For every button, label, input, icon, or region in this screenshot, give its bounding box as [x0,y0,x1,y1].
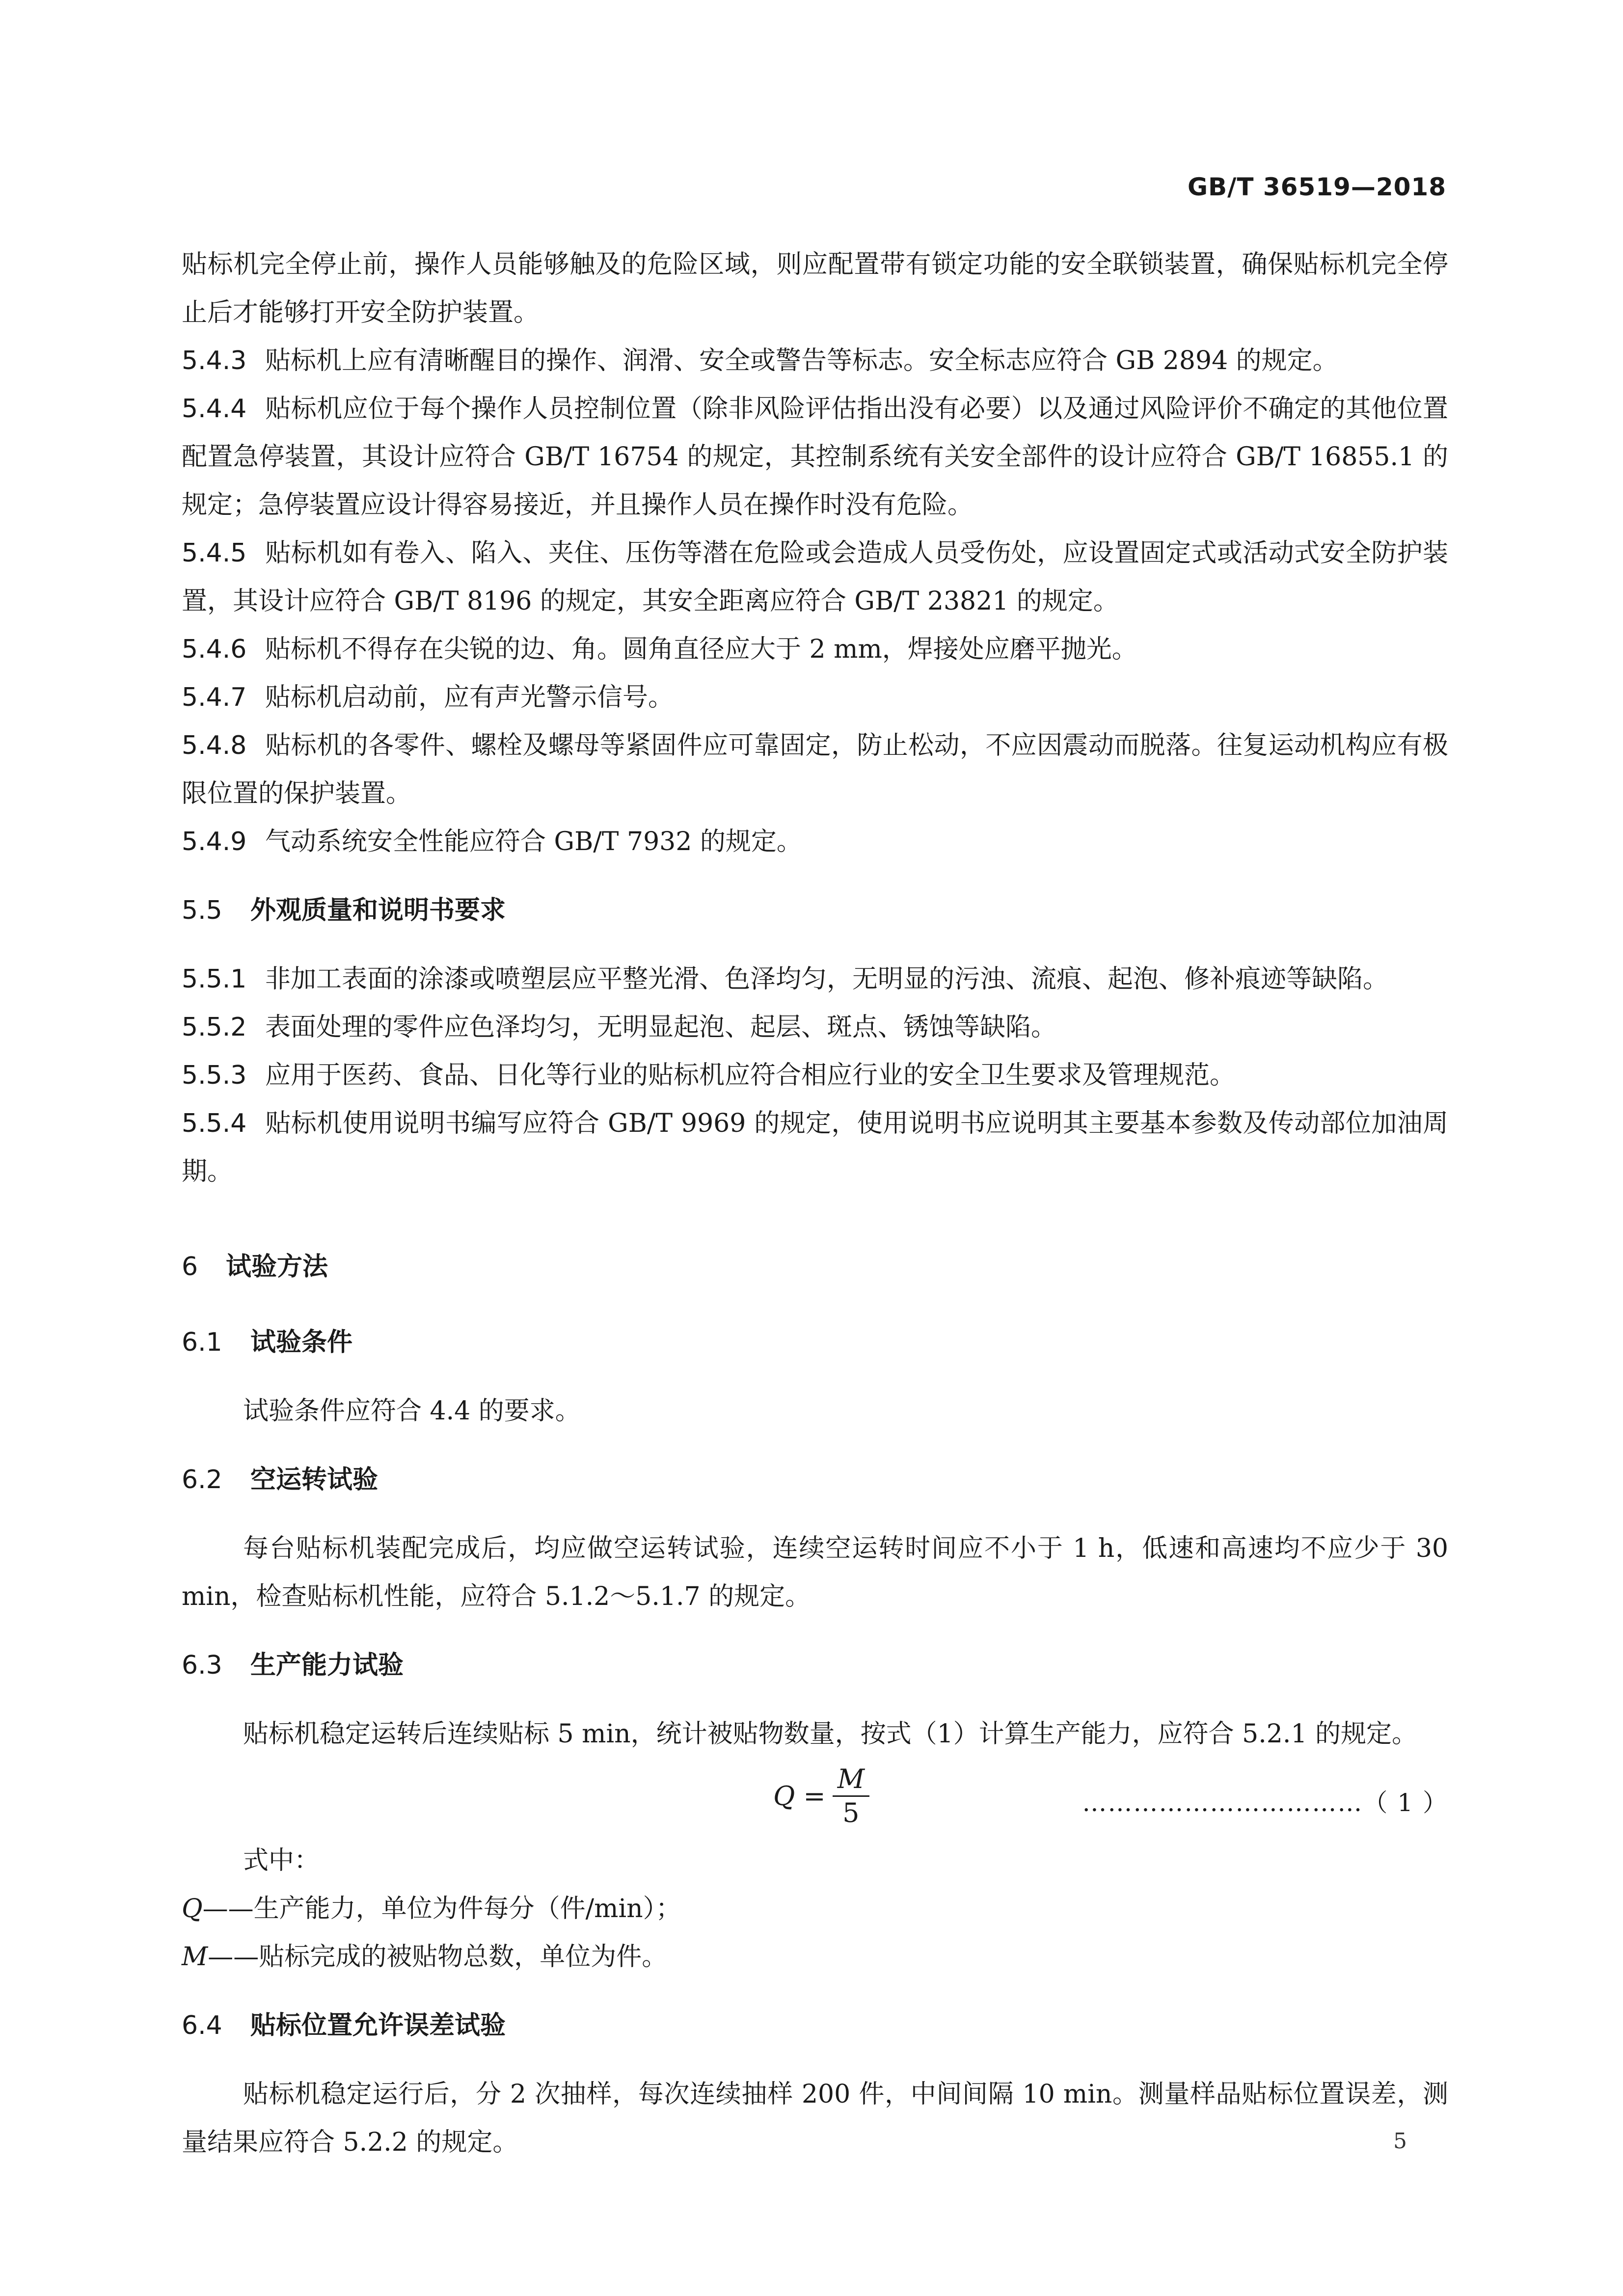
heading-title: 试验方法 [226,1252,328,1281]
formula-fraction [833,1763,869,1829]
spacer [182,1435,1448,1456]
clause-number: 5.5.1 [182,964,247,994]
heading-6-2 [182,1456,1448,1504]
standard-code: GB/T 36519—2018 [1187,173,1446,201]
clause-text: 气动系统安全性能应符合 GB/T 7932 的规定。 [265,827,802,856]
heading-5-5 [182,886,1448,934]
variable-symbol: Q [182,1894,203,1923]
clause-5-4-7 [182,673,1448,721]
clause-text: 贴标机如有卷入、陷入、夹住、压伤等潜在危险或会造成人员受伤处，应设置固定式或活动式安全防护装置，其设计应符合 GB/T 8196 的规定，其安全距离应符合 GB/T 23821 的规定。 [182,538,1448,616]
clause-number: 5.4.9 [182,827,247,856]
clause-text: 贴标机的各零件、螺栓及螺母等紧固件应可靠固定，防止松动，不应因震动而脱落。往复运动机构应有极限位置的保护装置。 [182,731,1448,808]
spacer [182,1504,1448,1524]
spacer [182,2050,1448,2070]
clause-5-5-2 [182,1003,1448,1051]
formula-number: ……………………………（ 1 ） [1082,1789,1448,1817]
clause-number: 5.5.2 [182,1013,247,1042]
formula-1 [182,1758,1448,1837]
clause-5-4-4 [182,385,1448,529]
clause-5-5-3 [182,1051,1448,1099]
spacer [182,1621,1448,1641]
clause-number: 5.4.8 [182,731,247,760]
variable-description: ——生产能力，单位为件每分（件/min）； [202,1894,681,1923]
clause-number: 5.4.6 [182,635,247,664]
clause-text: 贴标机使用说明书编写应符合 GB/T 9969 的规定，使用说明书应说明其主要基本参数及传动部位加油周期。 [182,1109,1448,1186]
heading-title: 空运转试验 [250,1465,379,1495]
variable-description: ——贴标完成的被贴物总数，单位为件。 [208,1942,668,1972]
clause-number: 5.4.5 [182,538,247,568]
heading-6 [182,1243,1448,1291]
spacer [182,1689,1448,1710]
spacer [182,1981,1448,2002]
clause-5-5-4 [182,1099,1448,1196]
paragraph-6-3: 贴标机稳定运转后连续贴标 5 min，统计被贴物数量，按式（1）计算生产能力，应符合 5.2.1 的规定。 [243,1719,1418,1749]
clause-number: 5.4.3 [182,346,247,375]
formula-expression [773,1763,869,1829]
clause-5-4-5 [182,529,1448,625]
spacer [182,1196,1448,1243]
heading-number: 6.4 [182,2011,222,2040]
clause-text: 非加工表面的涂漆或喷塑层应平整光滑、色泽均匀，无明显的污浊、流痕、起泡、修补痕迹等缺陷。 [265,964,1389,994]
heading-title: 外观质量和说明书要求 [250,896,506,925]
formula-numerator: M [833,1763,869,1797]
clause-5-4-8 [182,721,1448,818]
clause-number: 5.5.4 [182,1109,247,1138]
variable-q [182,1885,1448,1933]
variable-m [182,1933,1448,1981]
clause-number: 5.5.3 [182,1061,247,1090]
variable-symbol: M [182,1942,208,1972]
clause-text: 贴标机不得存在尖锐的边、角。圆角直径应大于 2 mm，焊接处应磨平抛光。 [265,635,1137,664]
clause-text: 应用于医药、食品、日化等行业的贴标机应符合相应行业的安全卫生要求及管理规范。 [265,1061,1236,1090]
clause-text: 贴标机应位于每个操作人员控制位置（除非风险评估指出没有必要）以及通过风险评价不确定的其他位置配置急停装置，其设计应符合 GB/T 16754 的规定，其控制系统有关安全部件的设计应符合 GB/T 16855.1 的规定；急停装置应设计得容易接近，并且操作人员在操作时没有危险。 [182,394,1448,520]
heading-number: 6.1 [182,1328,222,1357]
heading-title: 贴标位置允许误差试验 [250,2011,506,2040]
paragraph-5-4-continued: 贴标机完全停止前，操作人员能够触及的危险区域，则应配置带有锁定功能的安全联锁装置，确保贴标机完全停止后才能够打开安全防护装置。 [182,250,1448,327]
clause-5-4-9 [182,818,1448,866]
clause-5-5-1 [182,955,1448,1003]
paragraph-6-2: 每台贴标机装配完成后，均应做空运转试验，连续空运转时间应不小于 1 h，低速和高速均不应少于 30 min，检查贴标机性能，应符合 5.1.2～5.1.7 的规定。 [182,1534,1448,1611]
page-number: 5 [1393,2129,1407,2154]
clause-text: 表面处理的零件应色泽均匀，无明显起泡、起层、斑点、锈蚀等缺陷。 [265,1013,1057,1042]
clause-text: 贴标机上应有清晰醒目的操作、润滑、安全或警告等标志。安全标志应符合 GB 2894 的规定。 [265,346,1338,375]
formula-lhs: Q = [773,1780,826,1812]
spacer [182,1291,1448,1318]
heading-6-3 [182,1641,1448,1689]
heading-title: 试验条件 [250,1328,353,1357]
heading-6-1 [182,1318,1448,1366]
clause-5-4-3 [182,337,1448,385]
formula-denominator: 5 [842,1797,860,1828]
clause-number: 5.4.4 [182,394,247,424]
paragraph-6-1: 试验条件应符合 4.4 的要求。 [243,1396,581,1426]
heading-number: 6.2 [182,1465,222,1495]
spacer [182,934,1448,955]
spacer [182,866,1448,886]
heading-title: 生产能力试验 [250,1651,404,1680]
clause-number: 5.4.7 [182,683,247,712]
clause-5-4-6 [182,625,1448,673]
clause-text: 贴标机启动前，应有声光警示信号。 [265,683,674,712]
where-label: 式中： [243,1846,320,1875]
heading-number: 6.3 [182,1651,222,1680]
page-body [182,240,1448,2166]
heading-6-4 [182,2002,1448,2050]
spacer [182,1366,1448,1387]
heading-number: 6 [182,1252,198,1281]
heading-number: 5.5 [182,896,222,925]
paragraph-6-4: 贴标机稳定运行后，分 2 次抽样，每次连续抽样 200 件，中间间隔 10 min。测量样品贴标位置误差，测量结果应符合 5.2.2 的规定。 [182,2080,1448,2157]
